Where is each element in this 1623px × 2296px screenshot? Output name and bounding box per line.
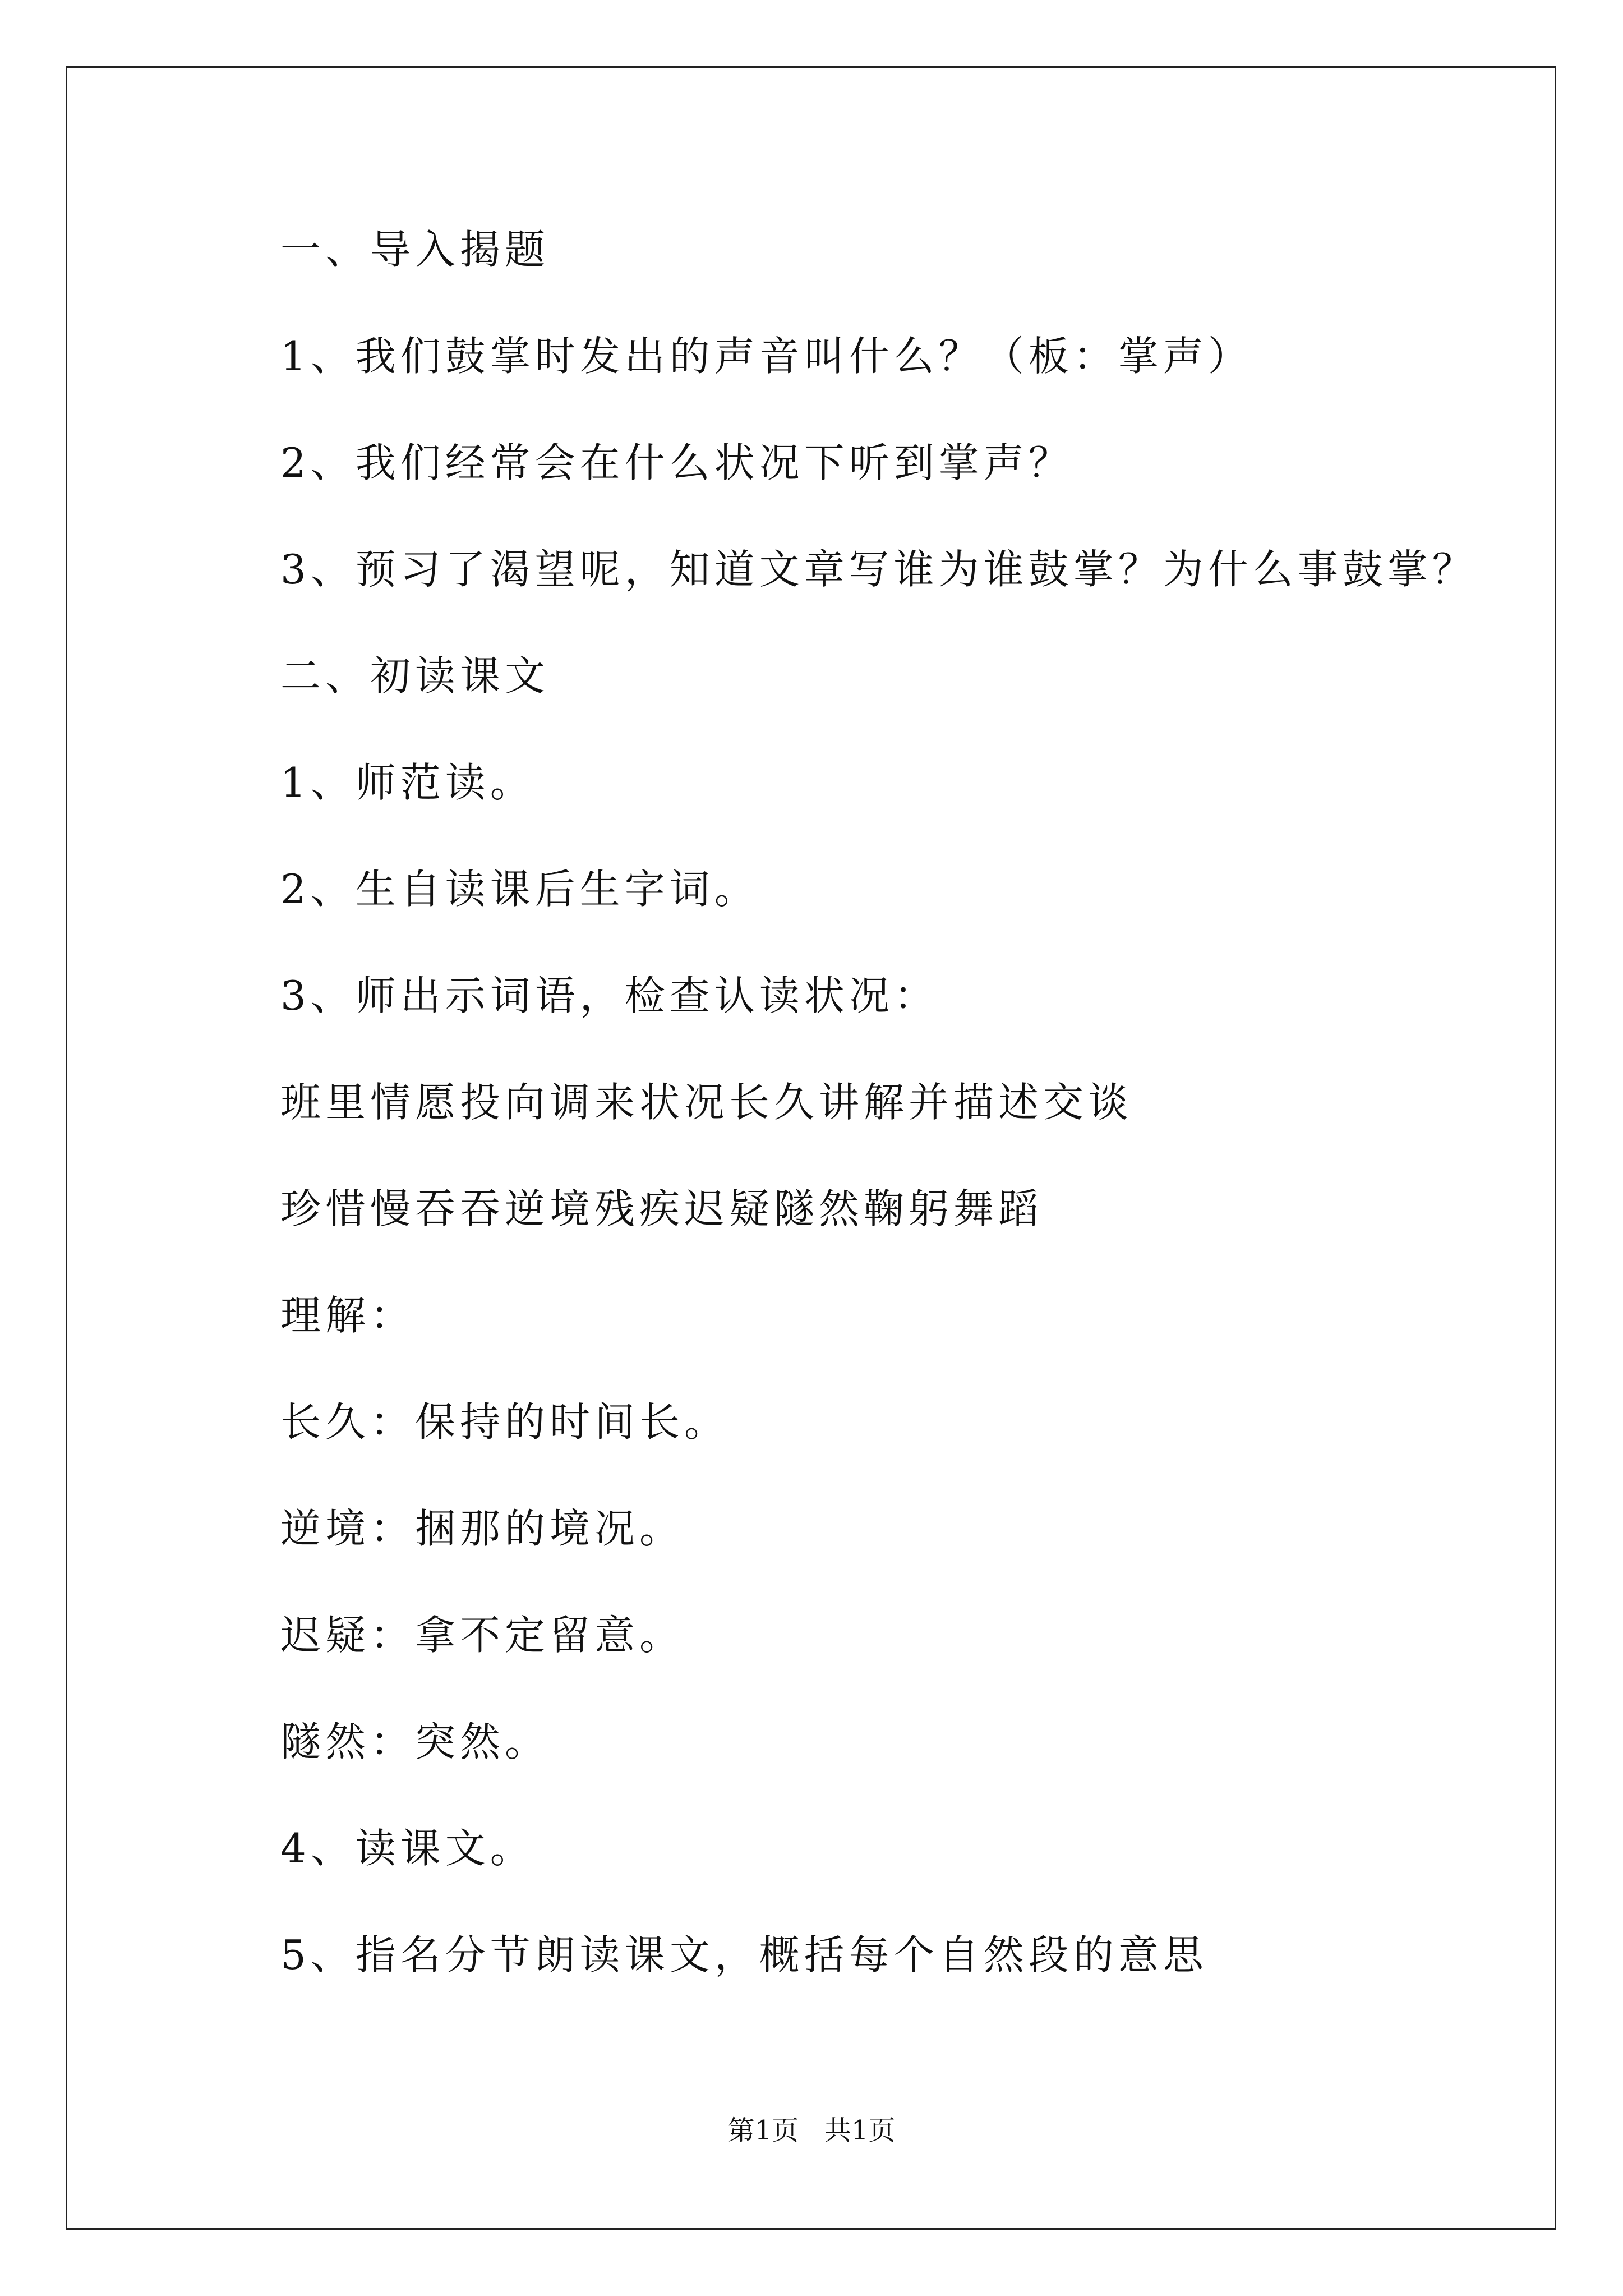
page-footer: 第1页 共1页 xyxy=(727,2115,896,2146)
text-line: 2、生自读课后生字词。 xyxy=(280,866,759,913)
definition-line: 隧然：突然。 xyxy=(280,1718,550,1765)
text-line: 5、指名分节朗读课文，概括每个自然段的意思 xyxy=(280,1931,1208,1978)
definition-line: 迟疑：拿不定留意。 xyxy=(280,1612,685,1659)
definition-line: 长久：保持的时间长。 xyxy=(280,1398,730,1446)
text-line: 1、我们鼓掌时发出的声音叫什么？（板：掌声） xyxy=(280,333,1253,380)
definition-line: 逆境：捆那的境况。 xyxy=(280,1505,685,1552)
text-line: 3、师出示词语，检查认读状况： xyxy=(280,972,939,1019)
vocabulary-line: 班里情愿投向调来状况长久讲解并描述交谈 xyxy=(280,1079,1133,1126)
vocabulary-line: 珍惜慢吞吞逆境残疾迟疑隧然鞠躬舞蹈 xyxy=(280,1185,1044,1232)
section-heading-intro: 一、导入揭题 xyxy=(280,226,550,273)
document-body xyxy=(280,213,1514,2025)
section-heading-reading: 二、初读课文 xyxy=(280,652,550,700)
text-line: 2、我们经常会在什么状况下听到掌声？ xyxy=(280,439,1073,486)
text-line: 3、预习了渴望呢，知道文章写谁为谁鼓掌？为什么事鼓掌？ xyxy=(280,546,1477,593)
text-line: 1、师范读。 xyxy=(280,759,535,806)
text-line: 理解： xyxy=(280,1292,416,1339)
text-line: 4、读课文。 xyxy=(280,1825,535,1872)
